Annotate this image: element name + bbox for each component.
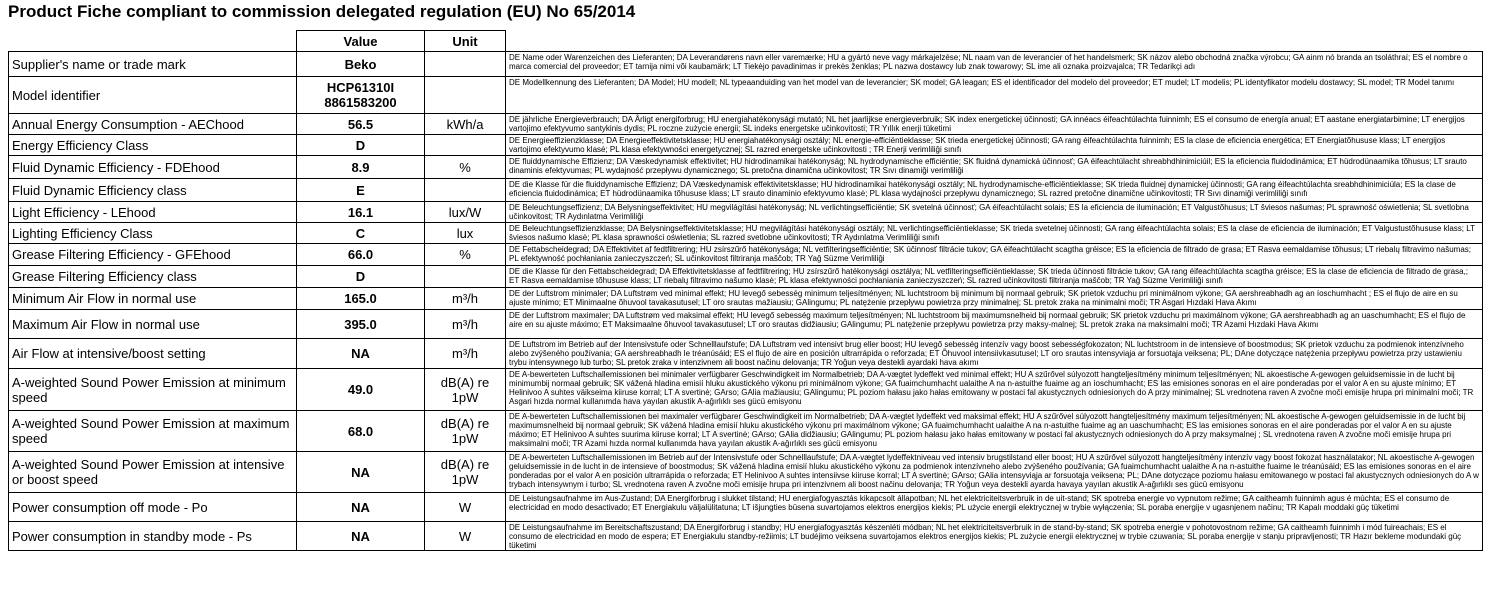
row-value: 395.0 xyxy=(297,310,425,339)
row-label: Light Efficiency - LEhood xyxy=(9,202,297,223)
row-value: D xyxy=(297,266,425,288)
row-description: DE A-bewerteten Luftschallemissionen bei maximaler verfügbarer Geschwindigkeit im Normalbetrieb; DA A-vægtet lydeffekt ved maksimal effekt; HU A szűrővel súlyozott hangteljesítmény maximum teljesítményen; NL akoestische A-gewogen geluidsemissie in de lucht bij maximumsnelheid bij normaal gebruik; SK vážená hladina emisií hluku akustického výkonu pri maximálnom výkone; GA fuaimchumhacht ualaithe A na n-astuithe fuaime ag an uaschumhacht; ES las emisiones sonoras en el aire ponderadas por el valor A en su ajuste máximo; ET Helinivoo A suhtes suurima kiiruse korral; LT A svertinė; GArso; GAlia didžiausiu; GAlingumu; PL poziom hałasu jako hałas emitowany w postaci fal akustycznych odniesionych do A przy maksymalnej ; SL vrednotena raven A zvočne moči emisije hrupa pri maksimalni moči; TR Azami hızda normal kullanımda hava yayılan akustik A-ağırlıklı ses gücü emisyonu xyxy=(506,411,1483,452)
row-label: Power consumption off mode - Po xyxy=(9,493,297,522)
row-label: Maximum Air Flow in normal use xyxy=(9,310,297,339)
row-unit: W xyxy=(425,493,506,522)
row-description: DE die Klasse für die fluiddynamische Effizienz; DA Væskedynamisk effektivitetsklasse; HU hidrodinamikai hatékonysági osztály; NL hydrodynamische-efficiëntieklasse; SK trieda fluidnej dynamickej účinnosti; GA rang éifeachtúlachta sreabhdhinimiciúla; ES la clase de eficiencia fluidodinámica; ET hüdrodünaamika tõhususe klass; LT srauto dinaminio efektyvumo klasė; PL klasa wydajności przepływu dynamicznego; SL razred pretočne dinamične učinkovitosti; TR Sıvı dinamiği verimliliği sınıfı xyxy=(506,179,1483,202)
row-fluid-dynamic-efficiency xyxy=(9,156,1483,179)
row-description: DE die Klasse für den Fettabscheidegrad; DA Effektivitetsklasse af fedtfiltrering; HU zsírszűrő hatékonysági osztálya; NL vetfilteringsefficiëntieklasse; SK trieda účinnosti filtrácie tukov; GA rang éifeachtúlachta scagtha gréisce; ES la clase de eficiencia de filtrado de grasa,; ET Rasva eemaldamise tõhususe klass; LT riebalų filtravimo našumo klasė; PL klasa efektywności pochłaniania zanieczyszczeń; SL razred učinkovitosti filtriranja maščob; TR Yağ Süzme Verimliliği sınıfı xyxy=(506,266,1483,288)
unit-column-header: Unit xyxy=(425,31,506,52)
row-light-efficiency xyxy=(9,202,1483,223)
row-description: DE der Luftstrom maximaler; DA Luftstrøm ved maksimal effekt; HU levegő sebesség maximum teljesítményen; NL luchtstroom bij maximumsnelheid bij normaal gebruik; SK prietok vzduchu pri maximálnom výkone; GA aershreabhadh ag an uaschumhacht; ES el flujo de aire en su ajuste máximo; ET Maksimaalne õhuvool tavakasutusel; LT oro srautas didžiausiu; GAlingumu; PL natężenie przepływu powietrza przy maksy-malnej; SL pretok zraka na maksimalni moči; TR Azami Hızdaki Hava Akımı xyxy=(506,310,1483,339)
row-fluid-dynamic-efficiency-class xyxy=(9,179,1483,202)
column-header-row xyxy=(296,30,506,52)
row-description: DE Modellkennung des Lieferanten; DA Model; HU modell; NL typeaanduiding van het model van de leverancier; SK model; GA leagan; ES el identificador del modelo del proveedor; ET mudel; LT modelis; PL identyfikator modelu dostawcy; SL model; TR Model tanımı xyxy=(506,77,1483,114)
row-unit: dB(A) re 1pW xyxy=(425,411,506,452)
row-description: DE Leistungsaufnahme im Aus-Zustand; DA Energiforbrug i slukket tilstand; HU energiafogyasztás kikapcsolt állapotban; NL het elektriciteitsverbruik in de uit-stand; SK spotreba energie vo vypnutom režime; GA caitheamh fuinnimh agus é múchta; ES el consumo de electricidad en modo desactivado; ET Energiakulu väljalülitatuna; LT išjungties būsena suvartojamos elektros energijos kiekis; PL użycie energii elektrycznej w trybie wyłączenia; SL poraba energije v ugasnjenem načinu; TR Kapalı moddaki güç tüketimi xyxy=(506,493,1483,522)
row-label: Model identifier xyxy=(9,77,297,114)
row-description: DE fluiddynamische Effizienz; DA Væskedynamisk effektivitet; HU hidrodinamikai hatékonyság; NL hydrodynamische efficiëntie; SK fluidná dynamická účinnosť; GA éifeachtúlacht shreabhdhinimiciúil; ES la eficiencia fluidodinámica; ET hüdrodünaamika tõhusus; LT srauto dinaminis efektyvumas; PL wydajność przepływu dynamicznego; SL pretočna dinamična učinkovitost; TR Sıvı dinamiği verimliliği xyxy=(506,156,1483,179)
row-description: DE Beleuchtungseffizienz; DA Belysningseffektivitet; HU megvilágítási hatékonyság; NL verlichtingsefficiëntie; SK svetelná účinnosť; GA éifeachtúlacht solais; ES la eficiencia de iluminación; ET Valgustõhusus; LT šviesos našumas; PL sprawność oświetlenia; SL svetlobna učinkovitost; TR Aydınlatma Verimliliği xyxy=(506,202,1483,223)
row-unit: dB(A) re 1pW xyxy=(425,452,506,493)
row-description: DE Fettabscheidegrad; DA Effektivitet af fedtfiltrering; HU zsírszűrő hatékonysága; NL vetfilteringsefficiëntie; SK účinnosť filtrácie tukov; GA éifeachtúlacht scagtha gréisce; ES la eficiencia de filtrado de grasa; ET Rasva eemaldamise tõhusus; LT riebalų filtravimo našumas; PL efektywność pochłaniania zanieczyszczeń; SL učinkovitost filtriranja maščob; TR Yağ Süzme Verimliliği xyxy=(506,244,1483,266)
row-label: Supplier's name or trade mark xyxy=(9,52,297,77)
row-description: DE Luftstrom im Betrieb auf der Intensivstufe oder Schnelllaufstufe; DA Luftstrøm ved intensivt brug eller boost; HU levegő sebesség intenzív vagy boost sebességfokozaton; NL luchtstroom in de intensieve of boostmodus; SK prietok vzduchu za podmienok intenzívneho alebo zvýšeného používania; GA aershreabhadh le tréanúsáid; ES el flujo de aire en posición ultrarrápida o reforzada; ET Õhuvool intensiivkasutusel; LT oro srautas intensyviąja ar forsuotąja veiksena; PL; DAne dotyczące natężenia przepływu powietrza przy ustawieniu trybu intensywnego lub turbo; SL pretok zraka v intenzivnem ali boost načinu delovanja; TR Yoğun veya destekli ayardaki hava akımı xyxy=(506,339,1483,369)
row-value: 56.5 xyxy=(297,114,425,135)
row-annual-energy-consumption xyxy=(9,114,1483,135)
row-value: NA xyxy=(297,493,425,522)
row-description: DE jährliche Energieverbrauch; DA Årligt energiforbrug; HU energiahatékonysági mutató; NL het jaarlijkse energieverbruik; SK index energetickej účinnosti; GA innéacs éifeachtúlachta fuinnimh; ES el consumo de energía anual; ET aastane energiatarbimine; LT energijos vartojimo efektyvumo santykinis dydis; PL roczne zużycie energii; SL indeks energetske učinkovitosti; TR Yıllık enerji tüketimi xyxy=(506,114,1483,135)
row-sound-power-min-speed xyxy=(9,369,1483,411)
row-value: C xyxy=(297,223,425,244)
row-minimum-air-flow xyxy=(9,288,1483,310)
row-maximum-air-flow xyxy=(9,310,1483,339)
row-label: Fluid Dynamic Efficiency - FDEhood xyxy=(9,156,297,179)
row-label: Fluid Dynamic Efficiency class xyxy=(9,179,297,202)
row-supplier-name xyxy=(9,52,1483,77)
row-unit: % xyxy=(425,156,506,179)
row-label: A-weighted Sound Power Emission at intensive or boost speed xyxy=(9,452,297,493)
row-power-consumption-off-mode xyxy=(9,493,1483,522)
row-value: NA xyxy=(297,522,425,551)
row-value: Beko xyxy=(297,52,425,77)
row-grease-filtering-efficiency xyxy=(9,244,1483,266)
row-description: DE Beleuchtungseffizienzklasse; DA Belysningseffektivitetsklasse; HU megvilágítási hatékonysági osztály; NL verlichtingsefficiëntieklasse; SK trieda svetelnej účinnosti; GA rang éifeachtúlachta solais; ES la clase de eficiencia de iluminación; ET Valgustustõhususe klass; LT šviesos našumo klasė; PL klasa sprawności oświetlenia; SL razred svetlobne učinkovitosti; TR Aydınlatma Verimliliği sınıfı xyxy=(506,223,1483,244)
row-value: D xyxy=(297,135,425,156)
value-column-header: Value xyxy=(297,31,425,52)
row-unit xyxy=(425,77,506,114)
row-unit: m³/h xyxy=(425,310,506,339)
row-value: HCP61310I 8861583200 xyxy=(297,77,425,114)
row-energy-efficiency-class xyxy=(9,135,1483,156)
row-air-flow-boost xyxy=(9,339,1483,369)
row-sound-power-max-speed xyxy=(9,411,1483,452)
row-sound-power-boost-speed xyxy=(9,452,1483,493)
row-unit xyxy=(425,52,506,77)
row-unit xyxy=(425,135,506,156)
row-model-identifier xyxy=(9,77,1483,114)
row-unit: m³/h xyxy=(425,288,506,310)
row-description: DE Energieeffizienzklasse; DA Energieeffektivitetsklasse; HU energiahatékonysági osztály; NL energie-efficiëntieklasse; SK trieda energetickej účinnosti; GA rang éifeachtúlachta fuinnimh; ES la clase de eficiencia energética; ET Energiatõhususe klass; LT energijos vartojimo efektyvumo klasė; PL klasa efektywności energetycznej; SL razred energetske učinkovitosti ; TR Enerji verimliliği sınıfı xyxy=(506,135,1483,156)
row-value: 68.0 xyxy=(297,411,425,452)
row-unit: % xyxy=(425,244,506,266)
row-value: 49.0 xyxy=(297,369,425,411)
row-value: 165.0 xyxy=(297,288,425,310)
row-unit xyxy=(425,266,506,288)
row-value: NA xyxy=(297,452,425,493)
row-label: Grease Filtering Efficiency class xyxy=(9,266,297,288)
row-unit: kWh/a xyxy=(425,114,506,135)
row-grease-filtering-efficiency-class xyxy=(9,266,1483,288)
row-label: Annual Energy Consumption - AEChood xyxy=(9,114,297,135)
row-value: NA xyxy=(297,339,425,369)
row-label: Energy Efficiency Class xyxy=(9,135,297,156)
row-label: Power consumption in standby mode - Ps xyxy=(9,522,297,551)
row-description: DE Name oder Warenzeichen des Lieferanten; DA Leverandørens navn eller varemærke; HU a gyártó neve vagy márkajelzése; NL naam van de leverancier of het handelsmerk; SK názov alebo obchodná značka výrobcu; GA ainm nó branda an tsoláthraí; ES el nombre o marca comercial del proveedor; ET tarnija nimi või kaubamärk; LT Tiekėjo pavadinimas ir prekės ženklas; PL nazwa dostawcy lub znak towarowy; SL ime ali oznaka proizvajalca; TR Tedarikçi adı xyxy=(506,52,1483,77)
row-label: Minimum Air Flow in normal use xyxy=(9,288,297,310)
row-unit: lux/W xyxy=(425,202,506,223)
row-unit: dB(A) re 1pW xyxy=(425,369,506,411)
row-description: DE der Luftstrom minimaler; DA Luftstrøm ved minimal effekt; HU levegő sebesség minimum teljesítményen; NL luchtstroom bij minimum bij normaal gebruik; SK prietok vzduchu pri minimálnom výkone; GA aershreabhadh ag an íoschumhacht ; ES el flujo de aire en su ajuste mínimo; ET Minimaalne õhuvool tavakasutusel; LT oro srautas mažiausiu; GAlingumu; PL natężenie przepływu powietrza przy minimalnej; SL pretok zraka na minimalni moči; TR Asgari Hızdaki Hava Akımı xyxy=(506,288,1483,310)
row-unit: lux xyxy=(425,223,506,244)
row-lighting-efficiency-class xyxy=(9,223,1483,244)
row-power-consumption-standby xyxy=(9,522,1483,551)
row-value: 66.0 xyxy=(297,244,425,266)
row-description: DE A-bewerteten Luftschallemissionen im Betrieb auf der Intensivstufe oder Schnelllaufstufe; DA A-vægtet lydeffektniveau ved intensiv brugstilstand eller boost; HU A szűrővel súlyozott hangteljesítmény intenzív vagy boost fokozat használatakor; NL akoestische A-gewogen geluidsemissie in de lucht in de intensieve of boostmodus; SK vážená hladina emisií hluku akustického výkonu za podmienok intenzívneho alebo zvýšeného používania; GA fuaimchumhacht ualaithe A na n-astuithe fuaime le tréanúsáid; ES las emisiones sonoras en el aire ponderadas por el valor A en posición ultrarrápida o reforzada; ET Helinivoo A suhtes intensiivse kiiruse korral; LT A svertinė; GArso; GAlia intensyviąja ar forsuotąja veiksena; PL; DAne dotyczące poziomu hałasu emitowanego w postaci fal akustycznych odniesionych do A w trybach intensywnym i turbo; SL vrednotena raven A zvočne moči emisije hrupa pri intenzivnem ali boost načinu delovanja; TR Yoğun veya destekli ayarda havaya yayılan akustik A-ağırlıklı ses gücü emisyonu xyxy=(506,452,1483,493)
row-unit: m³/h xyxy=(425,339,506,369)
row-label: A-weighted Sound Power Emission at maximum speed xyxy=(9,411,297,452)
page-title: Product Fiche compliant to commission delegated regulation (EU) No 65/2014 xyxy=(8,2,636,21)
row-label: Lighting Efficiency Class xyxy=(9,223,297,244)
row-label: A-weighted Sound Power Emission at minimum speed xyxy=(9,369,297,411)
row-unit xyxy=(425,179,506,202)
row-label: Air Flow at intensive/boost setting xyxy=(9,339,297,369)
row-label: Grease Filtering Efficiency - GFEhood xyxy=(9,244,297,266)
row-description: DE A-bewerteten Luftschallemissionen bei minimaler verfügbarer Geschwindigkeit im Normalbetrieb; DA A-vægtet lydeffekt ved minimal effekt; HU A szűrővel súlyozott hangteljesítmény minimum teljesítményen; NL akoestische A-gewogen geluidsemissie in de lucht bij minimumbij normaal gebruik; SK vážená hladina emisií hluku akustického výkonu pri minimálnom výkone; GA fuaimchumhacht ualaithe A na n-astuithe fuaime ag an íoschumhacht; ES las emisiones sonoras en el aire ponderadas por el valor A en su ajuste mínimo; ET Helinivoo A suhtes väikseima kiiruse korral; LT A svertinė; GArso; GAlia mažiausiu; GAlingumu; PL poziom hałasu jako hałas emitowany w postaci fal akustycznych odniesionych do A przy minimalnej; SL vrednotena raven A zvočne moči emisije hrupa pri minimalni moči; TR Asgari hızda normal kullanımda hava yayılan akustik A-ağırlıklı ses gücü emisyonu xyxy=(506,369,1483,411)
product-fiche-table xyxy=(8,51,1483,551)
row-unit: W xyxy=(425,522,506,551)
row-value: 8.9 xyxy=(297,156,425,179)
row-value: 16.1 xyxy=(297,202,425,223)
row-description: DE Leistungsaufnahme im Bereitschaftszustand; DA Energiforbrug i standby; HU energiafogyasztás készenléti módban; NL het elektriciteitsverbruik in de stand-by-stand; SK spotreba energie v pohotovostnom režime; GA caitheamh fuinnimh i mód fuireachais; ES el consumo de electricidad en modo de espera; ET Energiakulu standby-režiimis; LT budėjimo veiksena suvartojamos elektros energijos kiekis; PL zużycie energii elektrycznej w trybie czuwania; SL poraba energije v stanju pripravljenosti; TR Hazır bekleme modundaki güç tüketimi xyxy=(506,522,1483,551)
row-value: E xyxy=(297,179,425,202)
